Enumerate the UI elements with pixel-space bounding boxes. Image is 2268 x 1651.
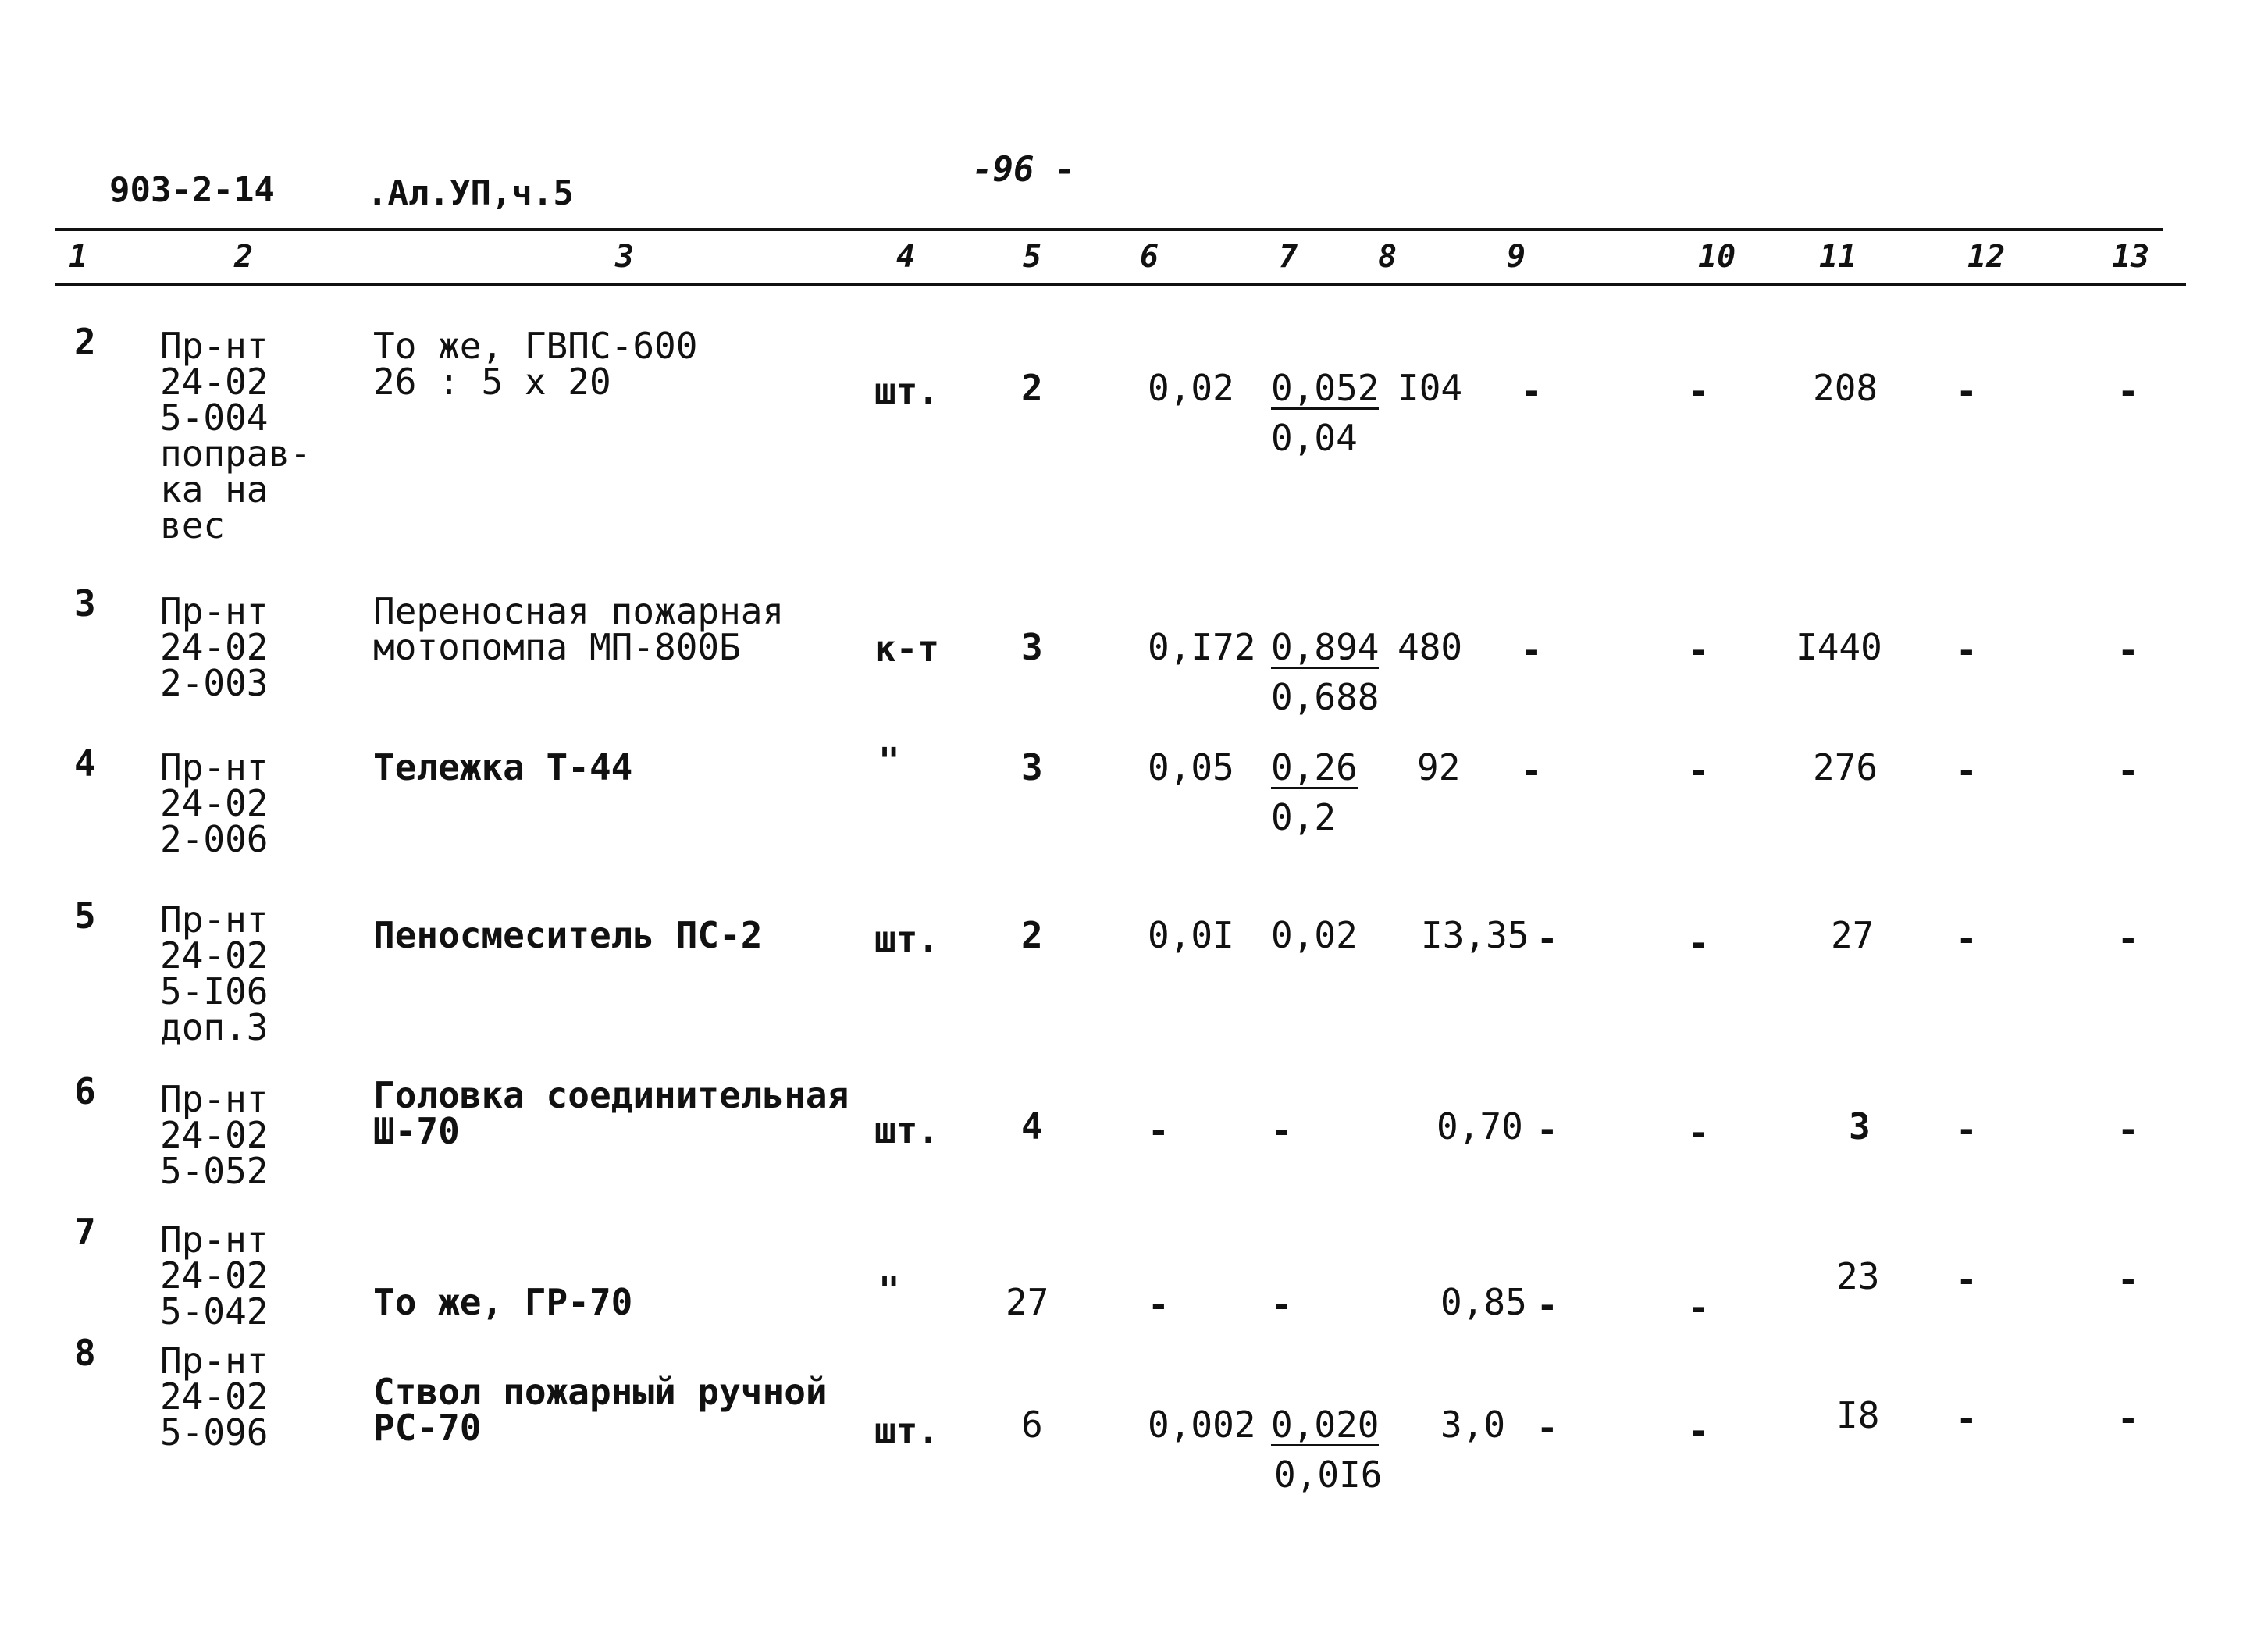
quantity: 6	[1021, 1404, 1043, 1446]
quantity: 2	[1021, 914, 1043, 956]
col7-value: 0,052	[1271, 367, 1380, 409]
col13-value: -	[2117, 1258, 2139, 1301]
quantity: 3	[1021, 746, 1043, 788]
unit: шт.	[874, 1410, 940, 1452]
col9-value: -	[1521, 749, 1543, 792]
col13-value: -	[2117, 629, 2139, 671]
col10-value: -	[1688, 922, 1710, 964]
col8-value: 0,85	[1440, 1281, 1527, 1323]
col9-value: -	[1536, 1407, 1558, 1449]
col6-value: 0,05	[1148, 746, 1234, 788]
col6-value: 0,002	[1148, 1404, 1256, 1446]
col11-value: I440	[1796, 626, 1882, 668]
col12-value: -	[1956, 917, 1978, 959]
col9-value: -	[1536, 1108, 1558, 1151]
col12-value: -	[1956, 1397, 1978, 1439]
col8-value: 92	[1417, 746, 1461, 788]
col11-value: I8	[1836, 1394, 1880, 1436]
quantity: 27	[1006, 1281, 1049, 1323]
col7-value: -	[1271, 1283, 1293, 1325]
row-number: 6	[74, 1070, 96, 1112]
doc-code: 903-2-14	[109, 170, 275, 210]
col-number: 13	[2112, 239, 2150, 275]
col-number: 8	[1378, 239, 1397, 275]
unit: шт.	[874, 918, 940, 960]
col7-denominator: 0,04	[1271, 417, 1358, 459]
unit: к-т	[874, 628, 940, 670]
col7-value: 0,02	[1271, 914, 1358, 956]
item-name: Ствол пожарный ручной РС-70	[373, 1371, 828, 1449]
col7-denominator: 0,2	[1271, 796, 1337, 838]
page-number: -96 -	[972, 150, 1076, 190]
quantity: 2	[1021, 367, 1043, 409]
row-number: 8	[74, 1332, 96, 1374]
col8-value: I3,35	[1421, 914, 1529, 956]
col7-value: 0,894	[1271, 626, 1380, 668]
unit: "	[878, 1269, 900, 1311]
col-number: 1	[69, 239, 88, 275]
col13-value: -	[2117, 1397, 2139, 1439]
price-code: Пр-нт 24-02 5-052	[160, 1078, 269, 1192]
col11-value: 27	[1831, 914, 1875, 956]
item-name: То же, ГВПС-600 26 : 5 х 20	[373, 325, 698, 403]
col13-value: -	[2117, 1108, 2139, 1151]
price-code: Пр-нт 24-02 5-096	[160, 1340, 269, 1454]
col10-value: -	[1688, 1112, 1710, 1154]
col9-value: -	[1521, 629, 1543, 671]
col7-value: -	[1271, 1109, 1293, 1151]
col6-value: 0,I72	[1148, 626, 1256, 668]
col13-value: -	[2117, 370, 2139, 412]
col10-value: -	[1688, 1410, 1710, 1452]
col6-value: -	[1148, 1109, 1170, 1151]
col6-value: 0,0I	[1148, 914, 1234, 956]
col-number: 12	[1967, 239, 2006, 275]
row-number: 4	[74, 742, 96, 785]
price-code: Пр-нт 24-02 5-004 поправ- ка на вес	[160, 325, 312, 546]
row-number: 5	[74, 895, 96, 937]
col-number: 4	[896, 239, 916, 275]
col8-value: 480	[1397, 626, 1463, 668]
item-name: Головка соединительная Ш-70	[373, 1074, 849, 1152]
col12-value: -	[1956, 629, 1978, 671]
col7-value: 0,020	[1271, 1404, 1380, 1446]
price-code: Пр-нт 24-02 5-I06 доп.3	[160, 898, 269, 1048]
col-number: 9	[1507, 239, 1526, 275]
col8-value: I04	[1397, 367, 1463, 409]
col11-value: 208	[1813, 367, 1878, 409]
col7-denominator: 0,688	[1271, 676, 1380, 718]
table-top-rule	[55, 228, 2163, 231]
col12-value: -	[1956, 1258, 1978, 1301]
col11-value: 3	[1849, 1105, 1871, 1148]
item-name: Переносная пожарная мотопомпа МП-800Б	[373, 590, 785, 668]
row-number: 7	[74, 1211, 96, 1253]
col9-value: -	[1536, 1284, 1558, 1326]
col-number: 5	[1023, 239, 1042, 275]
col12-value: -	[1956, 370, 1978, 412]
col8-value: 3,0	[1440, 1404, 1506, 1446]
item-name: То же, ГР-70	[373, 1281, 633, 1323]
col-number: 3	[615, 239, 635, 275]
unit: шт.	[874, 1109, 940, 1151]
col9-value: -	[1536, 917, 1558, 959]
item-name: Пеносмеситель ПС-2	[373, 914, 763, 956]
price-code: Пр-нт 24-02 2-003	[160, 590, 269, 704]
col10-value: -	[1688, 1286, 1710, 1329]
col11-value: 276	[1813, 746, 1878, 788]
col-number: 6	[1140, 239, 1159, 275]
col-number: 10	[1698, 239, 1736, 275]
price-code: Пр-нт 24-02 2-006	[160, 746, 269, 860]
album-reference: .Ал.УП,ч.5	[367, 173, 574, 213]
col6-value: 0,02	[1148, 367, 1234, 409]
item-name: Тележка Т-44	[373, 746, 633, 788]
column-header-rule	[55, 283, 2186, 286]
row-number: 3	[74, 582, 96, 624]
col6-value: -	[1148, 1283, 1170, 1325]
unit: шт.	[874, 370, 940, 412]
row-number: 2	[74, 321, 96, 363]
unit: "	[878, 740, 900, 782]
col13-value: -	[2117, 749, 2139, 792]
col-number: 11	[1819, 239, 1857, 275]
col10-value: -	[1688, 749, 1710, 792]
col13-value: -	[2117, 917, 2139, 959]
col10-value: -	[1688, 370, 1710, 412]
col7-value: 0,26	[1271, 746, 1358, 788]
col11-value: 23	[1836, 1255, 1880, 1297]
price-code: Пр-нт 24-02 5-042	[160, 1219, 269, 1333]
col-number: 2	[234, 239, 254, 275]
col9-value: -	[1521, 370, 1543, 412]
col12-value: -	[1956, 1108, 1978, 1151]
col8-value: 0,70	[1437, 1105, 1523, 1148]
quantity: 4	[1021, 1105, 1043, 1148]
col-number: 7	[1279, 239, 1298, 275]
col12-value: -	[1956, 749, 1978, 792]
quantity: 3	[1021, 626, 1043, 668]
col10-value: -	[1688, 629, 1710, 671]
col7-denominator: 0,0I6	[1274, 1454, 1383, 1496]
